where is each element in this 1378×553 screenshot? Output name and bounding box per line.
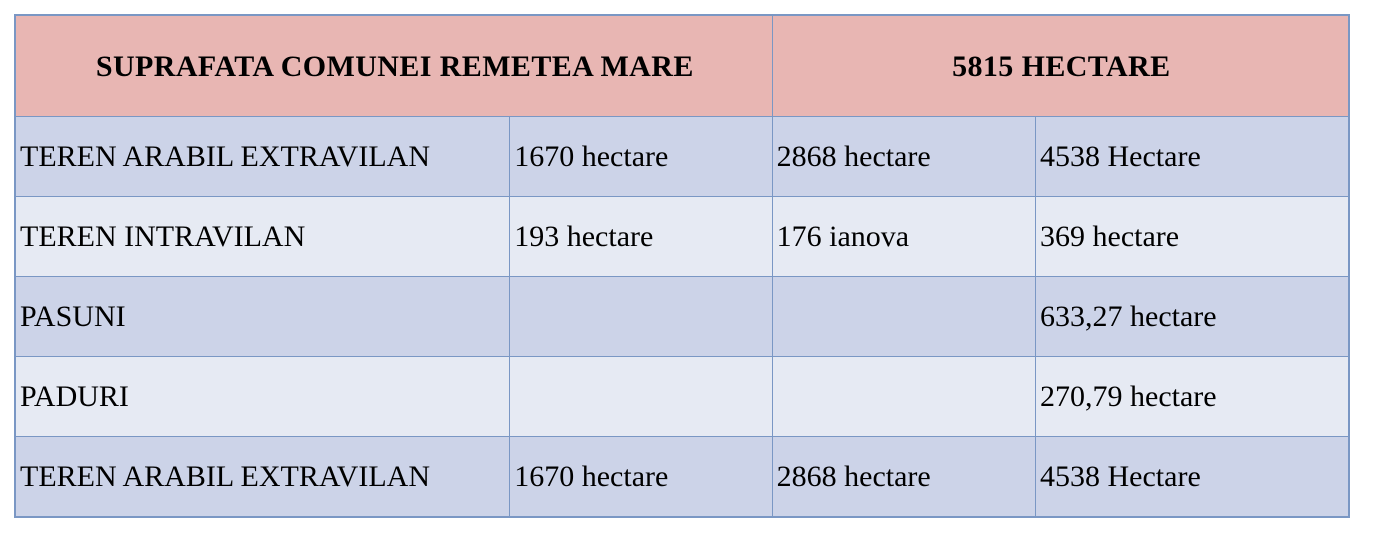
table-row [15,197,1349,277]
row-value-1: 193 hectare [510,197,772,277]
row-value-2: 2868 hectare [772,437,1035,518]
row-value-3: 633,27 hectare [1036,277,1349,357]
row-value-2 [772,277,1035,357]
row-value-3: 270,79 hectare [1036,357,1349,437]
row-value-3: 4538 Hectare [1036,437,1349,518]
commune-area-table [14,14,1350,518]
row-value-2: 176 ianova [772,197,1035,277]
row-label: TEREN INTRAVILAN [15,197,510,277]
header-total-cell: 5815 HECTARE [772,15,1349,117]
row-value-2: 2868 hectare [772,117,1035,197]
table-row [15,277,1349,357]
table-row [15,357,1349,437]
row-value-1 [510,277,772,357]
table-row [15,437,1349,518]
table-container [14,14,1350,518]
row-label: PADURI [15,357,510,437]
table-header-row [15,15,1349,117]
row-value-1: 1670 hectare [510,437,772,518]
row-label: TEREN ARABIL EXTRAVILAN [15,117,510,197]
row-value-1: 1670 hectare [510,117,772,197]
row-value-2 [772,357,1035,437]
row-value-3: 4538 Hectare [1036,117,1349,197]
row-value-3: 369 hectare [1036,197,1349,277]
row-label: TEREN ARABIL EXTRAVILAN [15,437,510,518]
table-row [15,117,1349,197]
header-title-cell: SUPRAFATA COMUNEI REMETEA MARE [15,15,772,117]
row-label: PASUNI [15,277,510,357]
row-value-1 [510,357,772,437]
